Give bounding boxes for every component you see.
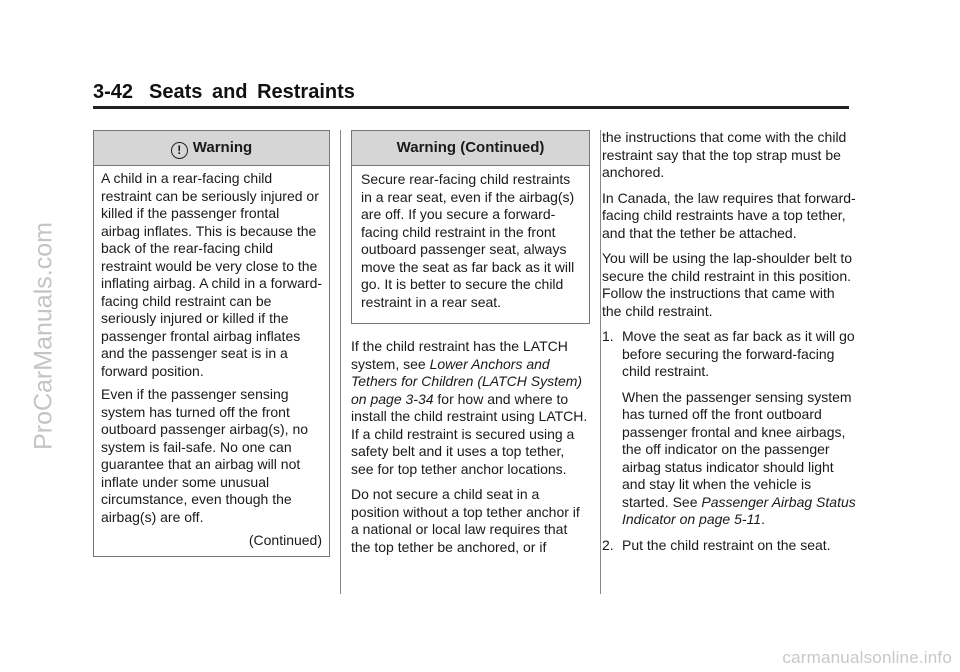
list-number: 2.	[602, 536, 614, 553]
column-divider-2	[600, 130, 601, 594]
column-3	[602, 130, 856, 562]
list-item	[602, 328, 856, 529]
warning-box-body	[94, 166, 329, 556]
list-text: Move the seat as far back as it will go before securing the forward-facing child restraint. When the passenger sensing system has turned off the front outboard passenger frontal and knee airbags, the off indicator on the passenger airbag status indicator should light and stay lit when the vehicle is started. See Passenger Airbag Status Indicator on page 5-11.	[622, 328, 856, 527]
warning-icon: !	[171, 142, 188, 159]
list-item	[602, 537, 856, 555]
warning-paragraph-2: Even if the passenger sensing system has turned off the front outboard passenger airbag(s), no system is fail-safe. No one can guarantee that an airbag will not inflate under some unusual circumstance, even though the airbag(s) are off.	[101, 386, 309, 525]
list-text: Put the child restraint on the seat.	[622, 536, 831, 553]
footer-watermark: carmanualsonline.info	[782, 648, 952, 667]
tether-law-paragraph: Do not secure a child seat in a position without a top tether anchor if a national or local law requires that the top tether be anchored, or if	[351, 486, 580, 555]
list-number: 1.	[602, 328, 614, 344]
lap-shoulder-paragraph: You will be using the lap-shoulder belt to secure the child restraint in this position. Follow the instructions that came with the child restraint.	[602, 250, 853, 319]
continued-label: (Continued)	[248, 532, 322, 548]
column-1	[93, 130, 330, 557]
warning-box-header	[94, 131, 329, 166]
section-title: Seats and Restraints	[149, 81, 355, 103]
column-2	[340, 130, 590, 556]
warning-box	[93, 130, 330, 557]
side-watermark: ProCarManuals.com	[29, 222, 58, 450]
page-header	[93, 81, 355, 104]
warning-paragraph-1: A child in a rear-facing child restraint can be seriously injured or killed if the passenger frontal airbag inflates. This is because the back of the rear-facing child restraint would be very close to the inflating airbag. A child in a forward-facing child restraint can be seriously injured or killed if the passenger frontal airbag inflates and the passenger seat is in a forward position.	[101, 170, 323, 379]
warning-continued-header: Warning (Continued)	[352, 131, 589, 166]
airbag-indicator-reference-link[interactable]: Passenger Airbag Status Indicator on page 5-11	[622, 493, 856, 527]
warning-title: Warning	[192, 139, 253, 156]
page-number: 3-42	[93, 81, 134, 103]
canada-paragraph: In Canada, the law requires that forward-facing child restraints have a top tether, and that the tether be attached.	[602, 189, 856, 241]
warning-continued-body	[352, 166, 589, 323]
warning-continued-paragraph: Secure rear-facing child restraints in a rear seat, even if the airbag(s) are off. If you secure a forward-facing child restraint in the front outboard passenger seat, always move the seat as far back as it will go. It is better to secure the child restraint in a rear seat.	[361, 171, 575, 310]
header-rule	[93, 106, 849, 109]
list-subparagraph: When the passenger sensing system has turned off the front outboard passenger frontal and knee airbags, the off indicator on the passenger airbag status indicator should light and stay lit when the vehicle is started. See Passenger Airbag Status Indicator on page 5-11.	[622, 388, 856, 527]
instructions-paragraph: the instructions that come with the child restraint say that the top strap must be anchored.	[602, 129, 847, 180]
latch-reference-link[interactable]: Lower Anchors and Tethers for Children (LATCH System) on page 3-34	[351, 355, 583, 407]
warning-continued-box	[351, 130, 590, 324]
latch-paragraph: If the child restraint has the LATCH system, see Lower Anchors and Tethers for Children (LATCH System) on page 3-34 for how and where to install the child restraint using LATCH. If a child restraint is secured using a safety belt and it uses a top tether, see for top tether anchor locations.	[351, 338, 588, 477]
